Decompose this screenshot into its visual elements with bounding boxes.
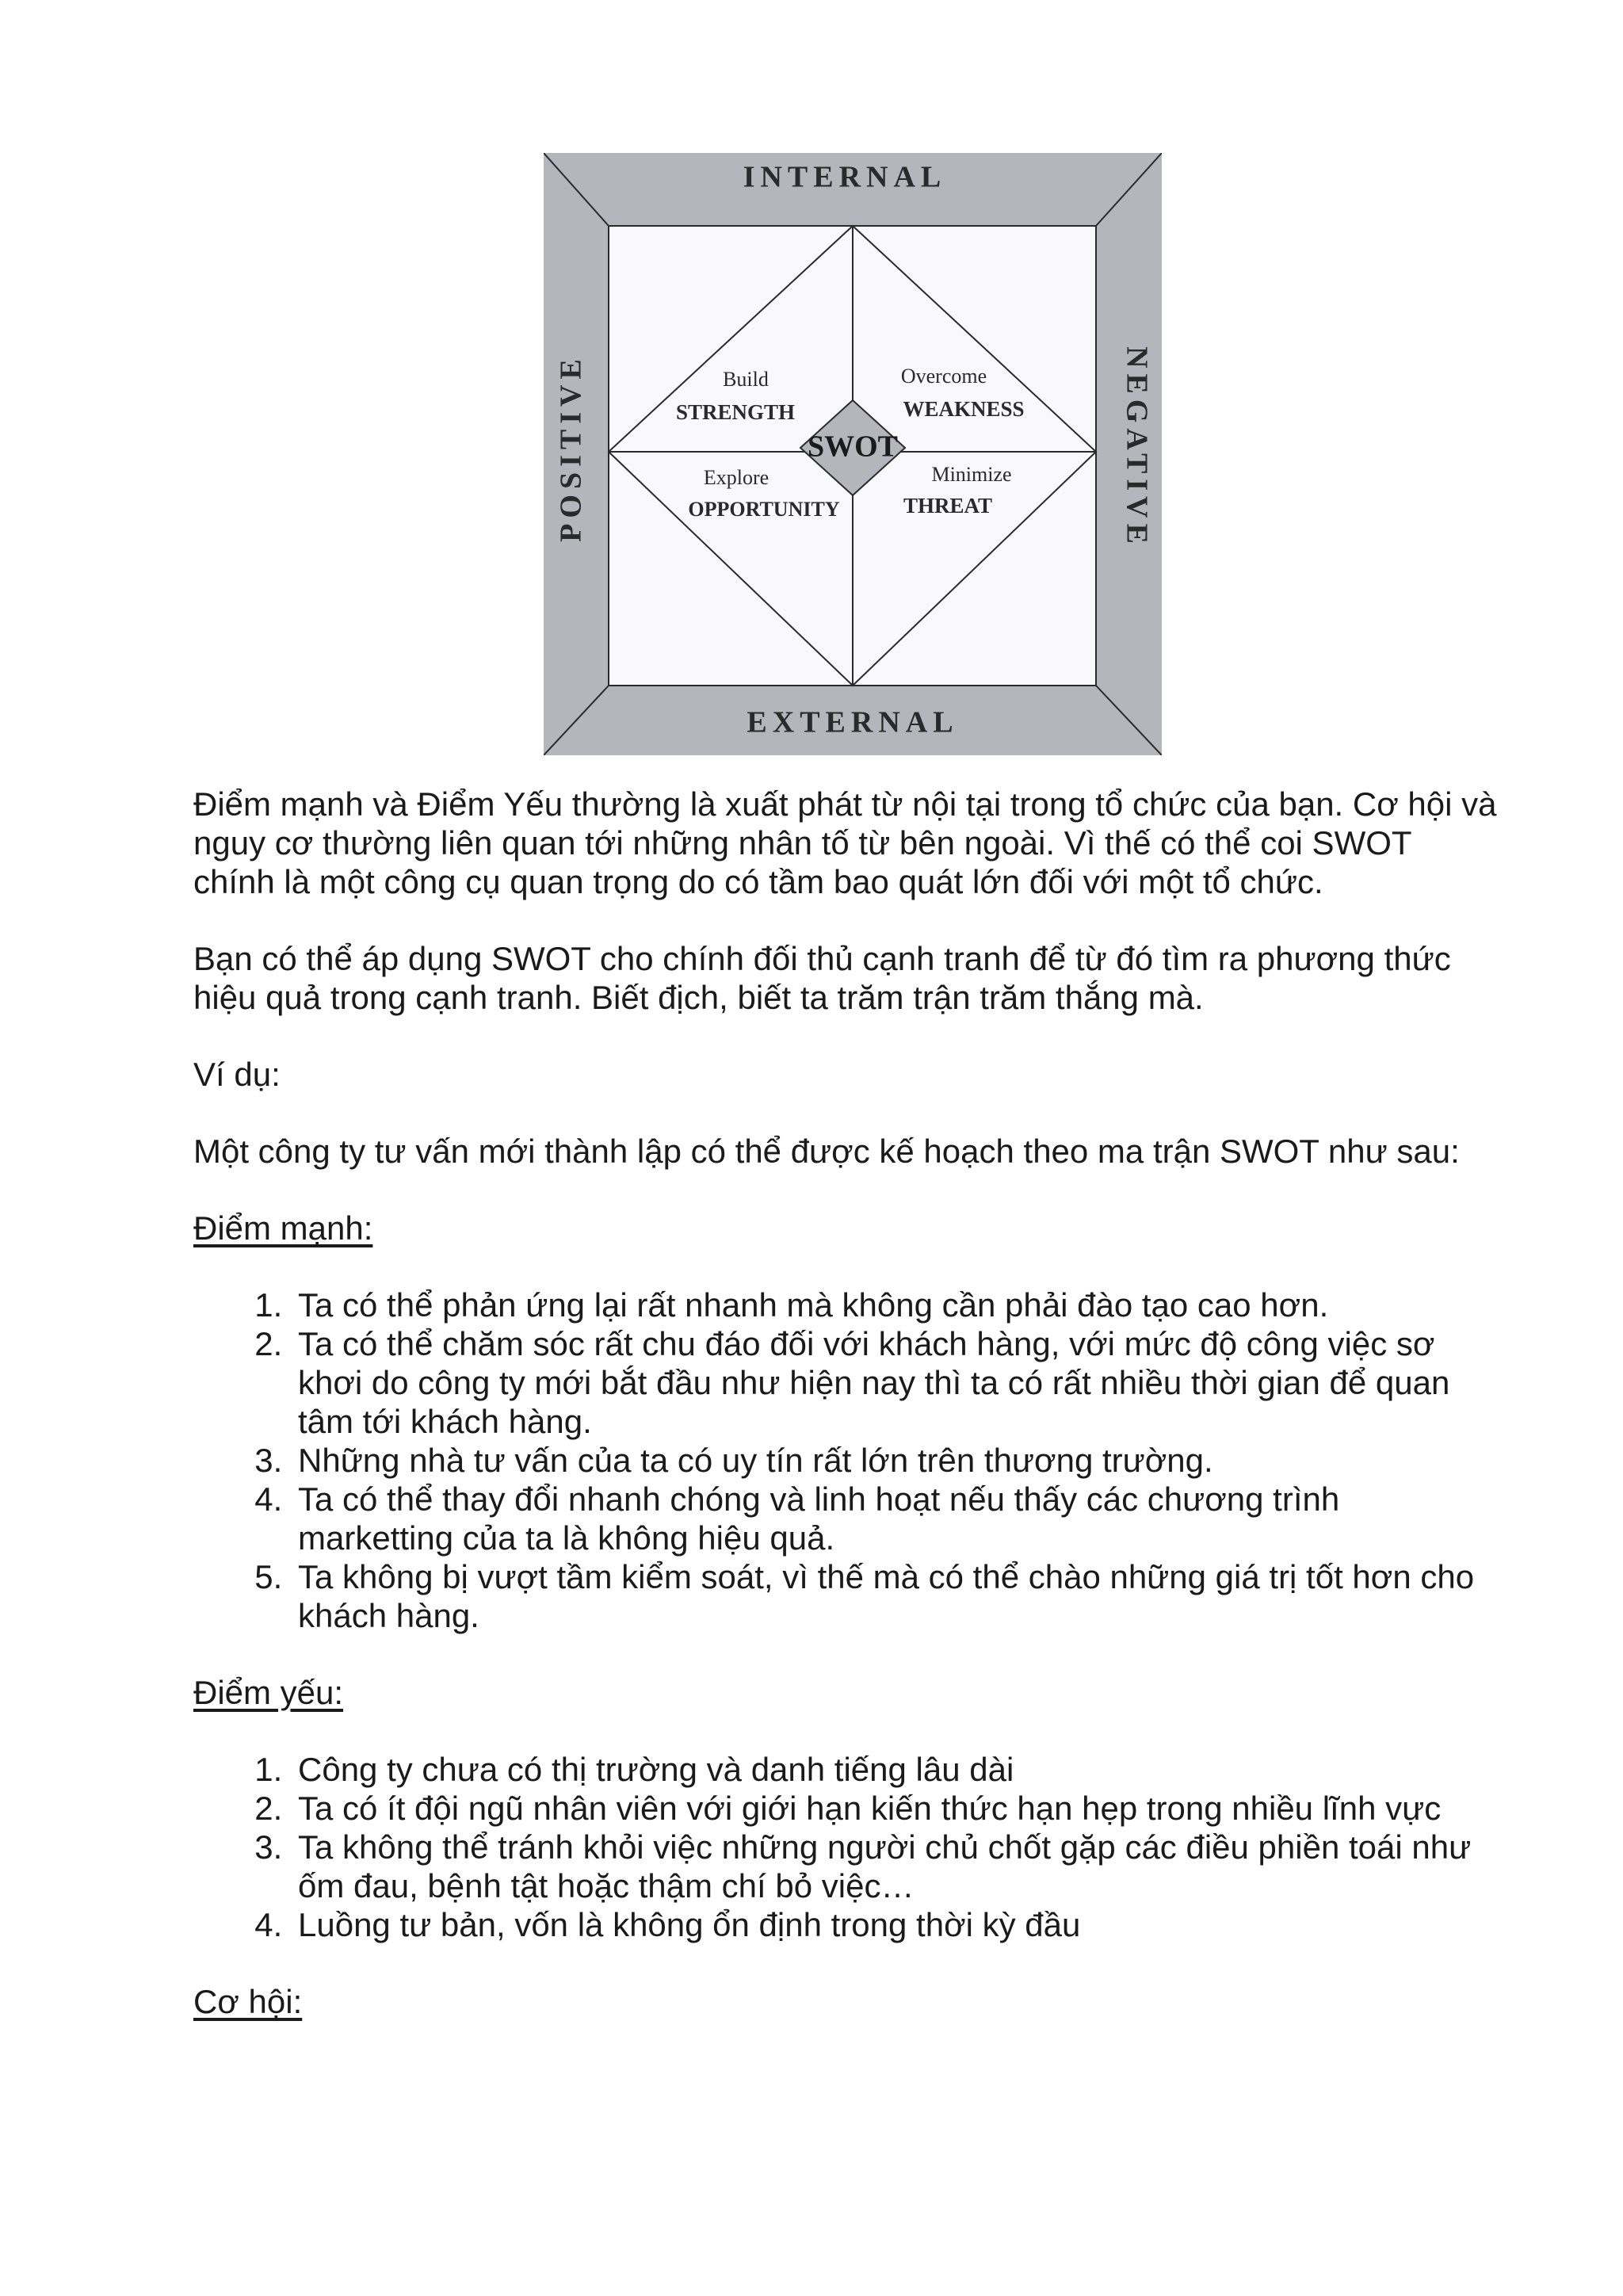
list-item: 3. Những nhà tư vấn của ta có uy tín rất lớn trên thương trường. xyxy=(292,1441,1501,1480)
weaknesses-list xyxy=(193,1750,1501,1944)
swot-center-label: SWOT xyxy=(807,430,899,464)
document-body xyxy=(193,785,1501,2059)
strengths-heading: Điểm mạnh: xyxy=(193,1209,373,1247)
threat-verb: Minimize xyxy=(931,463,1012,486)
weaknesses-heading: Điểm yếu: xyxy=(193,1674,344,1711)
list-item: 2. Ta có ít đội ngũ nhân viên với giới hạn kiến thức hạn hẹp trong nhiều lĩnh vực xyxy=(292,1789,1501,1828)
opportunity-label: OPPORTUNITY xyxy=(688,498,840,521)
paragraph-competitor: Bạn có thể áp dụng SWOT cho chính đối thủ cạnh tranh để từ đó tìm ra phương thức hiệu quả trong cạnh tranh. Biết địch, biết ta trăm trận trăm thắng mà. xyxy=(193,940,1451,1016)
weakness-label: WEAKNESS xyxy=(903,397,1025,421)
list-item: 4. Luồng tư bản, vốn là không ổn định trong thời kỳ đầu xyxy=(292,1905,1501,1944)
negative-label: NEGATIVE xyxy=(1120,346,1154,549)
strength-label: STRENGTH xyxy=(675,400,796,424)
list-item: 1. Công ty chưa có thị trường và danh tiếng lâu dài xyxy=(292,1750,1501,1789)
threat-label: THREAT xyxy=(903,494,993,518)
list-item: 1. Ta có thể phản ứng lại rất nhanh mà không cần phải đào tạo cao hơn. xyxy=(292,1286,1501,1324)
opportunity-verb: Explore xyxy=(703,466,769,489)
list-item: 4. Ta có thể thay đổi nhanh chóng và linh hoạt nếu thấy các chương trình marketting của ta là không hiệu quả. xyxy=(292,1480,1501,1557)
external-label: EXTERNAL xyxy=(747,705,959,739)
paragraph-consulting-intro: Một công ty tư vấn mới thành lập có thể được kế hoạch theo ma trận SWOT như sau: xyxy=(193,1133,1460,1170)
strength-verb: Build xyxy=(723,368,769,391)
paragraph-example-label: Ví dụ: xyxy=(193,1056,281,1093)
weakness-verb: Overcome xyxy=(900,365,987,388)
list-item: 5. Ta không bị vượt tầm kiểm soát, vì thế mà có thể chào những giá trị tốt hơn cho khách hàng. xyxy=(292,1557,1501,1635)
swot-diagram xyxy=(544,153,1162,755)
internal-label: INTERNAL xyxy=(743,160,947,194)
paragraph-internal-external: Điểm mạnh và Điểm Yếu thường là xuất phát từ nội tại trong tổ chức của bạn. Cơ hội và nguy cơ thường liên quan tới những nhân tố từ bên ngoài. Vì thế có thể coi SWOT chính là một công cụ quan trọng do có tầm bao quát lớn đối với một tổ chức. xyxy=(193,785,1497,900)
opportunities-heading: Cơ hội: xyxy=(193,1983,303,2020)
positive-label: POSITIVE xyxy=(554,353,588,542)
strengths-list xyxy=(193,1286,1501,1635)
list-item: 3. Ta không thể tránh khỏi việc những người chủ chốt gặp các điều phiền toái như ốm đau, bệnh tật hoặc thậm chí bỏ việc… xyxy=(292,1828,1501,1905)
swot-diagram-svg xyxy=(544,153,1162,755)
list-item: 2. Ta có thể chăm sóc rất chu đáo đối với khách hàng, với mức độ công việc sơ khơi do công ty mới bắt đầu như hiện nay thì ta có rất nhiều thời gian để quan tâm tới khách hàng. xyxy=(292,1324,1501,1441)
